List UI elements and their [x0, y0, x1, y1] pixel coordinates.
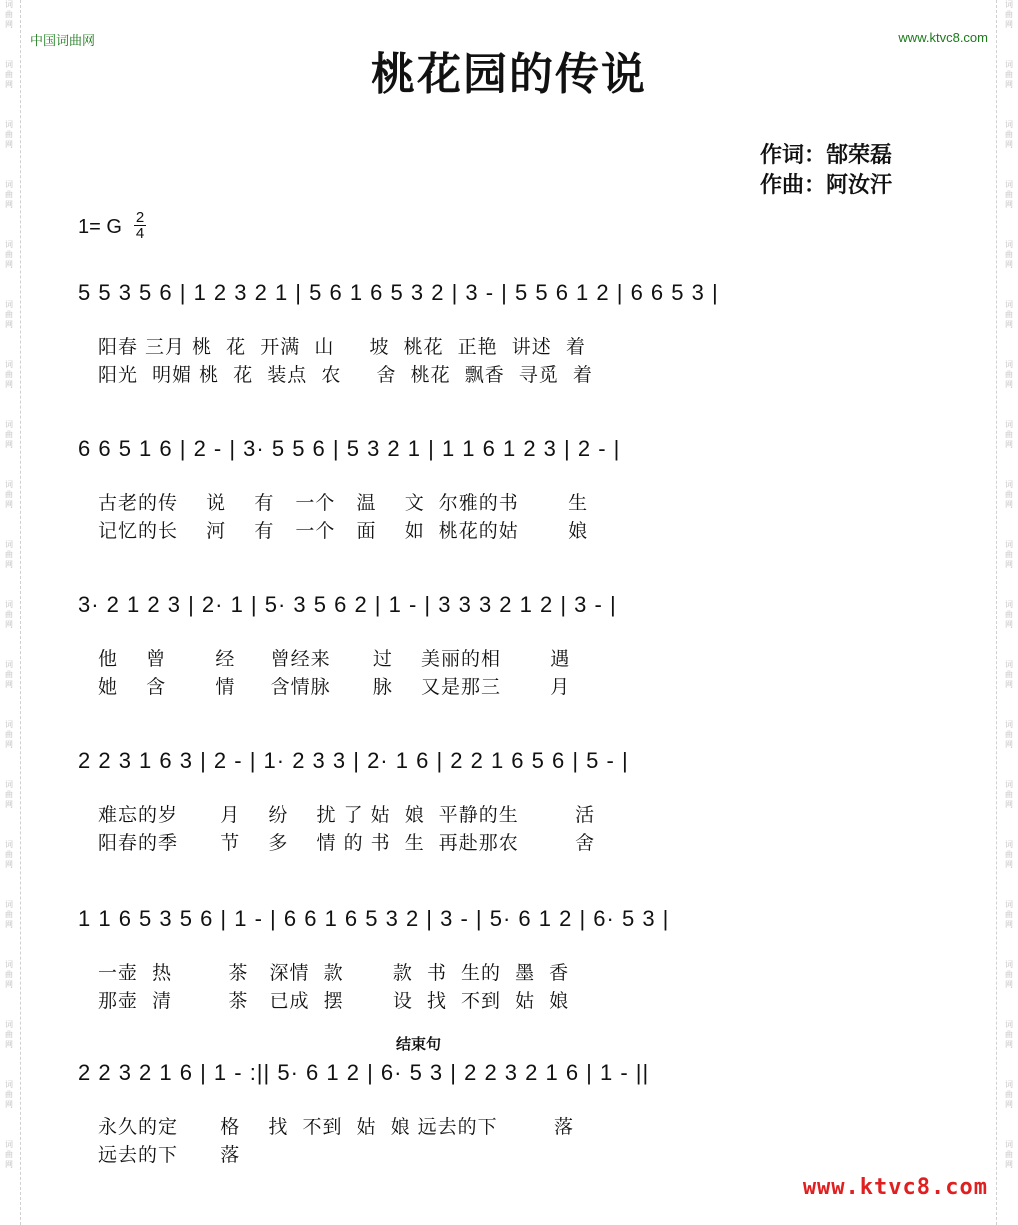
watermark-glyph: 曲 — [5, 910, 13, 919]
watermark-glyph: 曲 — [5, 310, 13, 319]
time-signature — [134, 210, 146, 241]
watermark-glyph: 曲 — [5, 1030, 13, 1039]
score-system-1 — [78, 280, 940, 390]
lyric-verse-1: 古老的传 说 有 一个 温 文 尔雅的书 生 — [98, 492, 589, 514]
watermark-glyph: 曲 — [1005, 250, 1013, 259]
watermark-glyph: 词 — [1005, 660, 1013, 669]
watermark-glyph: 词 — [5, 240, 13, 249]
watermark-glyph: 词 — [1005, 1140, 1013, 1149]
watermark-glyph: 词 — [1005, 360, 1013, 369]
watermark-glyph: 网 — [5, 20, 13, 29]
lyric-verse-1: 一壶 热 茶 深情 款 款 书 生的 墨 香 — [98, 962, 570, 984]
watermark-glyph: 词 — [5, 1140, 13, 1149]
watermark-glyph: 词 — [5, 840, 13, 849]
lyric-verse-2: 她 含 情 含情脉 脉 又是那三 月 — [98, 676, 571, 698]
watermark-glyph: 网 — [1005, 560, 1013, 569]
watermark-glyph: 曲 — [1005, 190, 1013, 199]
site-url-right: www.ktvc8.com — [898, 30, 988, 45]
watermark-glyph: 网 — [5, 860, 13, 869]
watermark-glyph: 词 — [1005, 120, 1013, 129]
watermark-glyph: 曲 — [5, 370, 13, 379]
watermark-glyph: 词 — [5, 120, 13, 129]
watermark-glyph: 词 — [1005, 240, 1013, 249]
watermark-glyph: 曲 — [1005, 130, 1013, 139]
watermark-glyph: 网 — [1005, 1160, 1013, 1169]
watermark-glyph: 网 — [5, 560, 13, 569]
watermark-glyph: 网 — [1005, 620, 1013, 629]
side-dashed-line-left — [20, 0, 21, 1225]
watermark-glyph: 词 — [1005, 1020, 1013, 1029]
watermark-glyph: 网 — [1005, 800, 1013, 809]
watermark-glyph: 词 — [5, 900, 13, 909]
watermark-glyph: 网 — [1005, 140, 1013, 149]
watermark-glyph: 曲 — [1005, 430, 1013, 439]
watermark-glyph: 网 — [5, 1040, 13, 1049]
lyric-verse-1: 他 曾 经 曾经来 过 美丽的相 遇 — [98, 648, 571, 670]
watermark-glyph: 曲 — [1005, 490, 1013, 499]
watermark-glyph: 曲 — [1005, 10, 1013, 19]
time-signature-top: 2 — [135, 209, 145, 226]
watermark-glyph: 曲 — [5, 1150, 13, 1159]
watermark-glyph: 曲 — [1005, 670, 1013, 679]
watermark-glyph: 词 — [1005, 600, 1013, 609]
watermark-glyph: 网 — [5, 620, 13, 629]
lyric-verse-2: 阳光 明媚 桃 花 装点 农 舍 桃花 飘香 寻觅 着 — [98, 364, 593, 386]
key-signature: 1= G — [78, 216, 122, 238]
watermark-glyph: 曲 — [1005, 70, 1013, 79]
watermark-glyph: 词 — [5, 720, 13, 729]
watermark-glyph: 网 — [5, 980, 13, 989]
notation-line: 3· 2 1 2 3 | 2· 1 | 5· 3 5 6 2 | 1 - | 3 3 3 2 1 2 | 3 - | — [78, 592, 617, 617]
watermark-glyph: 词 — [5, 1020, 13, 1029]
watermark-glyph: 曲 — [5, 790, 13, 799]
watermark-glyph: 曲 — [5, 670, 13, 679]
notation-line: 5 5 3 5 6 | 1 2 3 2 1 | 5 6 1 6 5 3 2 | 3 - | 5 5 6 1 2 | 6 6 5 3 | — [78, 280, 719, 305]
watermark-glyph: 词 — [5, 300, 13, 309]
time-signature-bottom: 4 — [135, 225, 145, 242]
score-system-5 — [78, 906, 940, 1016]
site-logo-bottom: www.ktvc8.com — [802, 1175, 988, 1200]
watermark-glyph: 词 — [1005, 1080, 1013, 1089]
watermark-glyph: 词 — [5, 1080, 13, 1089]
watermark-glyph: 词 — [1005, 840, 1013, 849]
watermark-glyph: 网 — [1005, 500, 1013, 509]
watermark-glyph: 网 — [5, 260, 13, 269]
watermark-glyph: 词 — [1005, 780, 1013, 789]
watermark-glyph: 网 — [5, 1100, 13, 1109]
watermark-glyph: 网 — [1005, 680, 1013, 689]
watermark-glyph: 网 — [1005, 200, 1013, 209]
watermark-glyph: 曲 — [5, 70, 13, 79]
score-system-4 — [78, 748, 940, 858]
watermark-glyph: 词 — [1005, 900, 1013, 909]
watermark-glyph: 词 — [1005, 720, 1013, 729]
watermark-glyph: 网 — [1005, 1040, 1013, 1049]
watermark-glyph: 曲 — [5, 1090, 13, 1099]
watermark-glyph: 曲 — [5, 490, 13, 499]
watermark-glyph: 网 — [1005, 980, 1013, 989]
watermark-glyph: 曲 — [5, 130, 13, 139]
watermark-glyph: 网 — [5, 200, 13, 209]
watermark-glyph: 网 — [5, 320, 13, 329]
watermark-glyph: 网 — [1005, 440, 1013, 449]
watermark-glyph: 词 — [1005, 0, 1013, 9]
side-watermark-left — [2, 0, 16, 1225]
watermark-glyph: 曲 — [1005, 310, 1013, 319]
watermark-glyph: 曲 — [5, 730, 13, 739]
lyric-verse-2: 远去的下 落 — [98, 1144, 241, 1166]
watermark-glyph: 网 — [1005, 380, 1013, 389]
watermark-glyph: 词 — [1005, 480, 1013, 489]
lyric-verse-1: 难忘的岁 月 纷 扰 了 姑 娘 平静的生 活 — [98, 804, 596, 826]
watermark-glyph: 曲 — [5, 970, 13, 979]
watermark-glyph: 网 — [5, 920, 13, 929]
watermark-glyph: 曲 — [1005, 370, 1013, 379]
notation-line: 1 1 6 5 3 5 6 | 1 - | 6 6 1 6 5 3 2 | 3 - | 5· 6 1 2 | 6· 5 3 | — [78, 906, 670, 931]
watermark-glyph: 词 — [5, 780, 13, 789]
watermark-glyph: 曲 — [1005, 1030, 1013, 1039]
watermark-glyph: 曲 — [5, 190, 13, 199]
watermark-glyph: 词 — [5, 660, 13, 669]
score-system-6 — [78, 1060, 940, 1170]
lyric-verse-2: 那壶 清 茶 已成 摆 设 找 不到 姑 娘 — [98, 990, 570, 1012]
score-system-3 — [78, 592, 940, 702]
watermark-glyph: 网 — [1005, 860, 1013, 869]
lyric-verse-2: 记忆的长 河 有 一个 面 如 桃花的姑 娘 — [98, 520, 589, 542]
composer-credit: 作曲：阿汝汗 — [760, 172, 893, 198]
side-watermark-right — [1002, 0, 1016, 1225]
watermark-glyph: 词 — [1005, 960, 1013, 969]
watermark-glyph: 曲 — [5, 550, 13, 559]
watermark-glyph: 曲 — [1005, 610, 1013, 619]
watermark-glyph: 曲 — [1005, 910, 1013, 919]
lyricist-credit: 作词：郜荣磊 — [760, 142, 893, 168]
watermark-glyph: 词 — [5, 480, 13, 489]
lyric-verse-1: 阳春 三月 桃 花 开满 山 坡 桃花 正艳 讲述 着 — [98, 336, 586, 358]
notation-line: 2 2 3 2 1 6 | 1 - :|| 5· 6 1 2 | 6· 5 3 | 2 2 3 2 1 6 | 1 - || — [78, 1060, 650, 1085]
lyric-verse-2: 阳春的季 节 多 情 的 书 生 再赴那农 舍 — [98, 832, 596, 854]
notation-line: 6 6 5 1 6 | 2 - | 3· 5 5 6 | 5 3 2 1 | 1 1 6 1 2 3 | 2 - | — [78, 436, 621, 461]
song-title: 桃花园的传说 — [371, 49, 647, 100]
watermark-glyph: 曲 — [1005, 850, 1013, 859]
watermark-glyph: 曲 — [5, 850, 13, 859]
watermark-glyph: 词 — [5, 360, 13, 369]
watermark-glyph: 曲 — [5, 610, 13, 619]
watermark-glyph: 曲 — [5, 430, 13, 439]
watermark-glyph: 词 — [5, 540, 13, 549]
watermark-glyph: 曲 — [1005, 730, 1013, 739]
watermark-glyph: 网 — [5, 80, 13, 89]
watermark-glyph: 网 — [1005, 260, 1013, 269]
notation-line: 2 2 3 1 6 3 | 2 - | 1· 2 3 3 | 2· 1 6 | 2 2 1 6 5 6 | 5 - | — [78, 748, 629, 773]
watermark-glyph: 网 — [5, 380, 13, 389]
watermark-glyph: 网 — [1005, 320, 1013, 329]
watermark-glyph: 曲 — [5, 10, 13, 19]
watermark-glyph: 网 — [1005, 740, 1013, 749]
watermark-glyph: 词 — [1005, 300, 1013, 309]
watermark-glyph: 曲 — [1005, 1090, 1013, 1099]
watermark-glyph: 网 — [5, 1160, 13, 1169]
watermark-glyph: 词 — [1005, 420, 1013, 429]
watermark-glyph: 曲 — [5, 250, 13, 259]
watermark-glyph: 曲 — [1005, 550, 1013, 559]
score-system-2 — [78, 436, 940, 546]
site-name-left: 中国词曲网 — [30, 34, 96, 49]
watermark-glyph: 曲 — [1005, 970, 1013, 979]
lyric-verse-1: 永久的定 格 找 不到 姑 娘 远去的下 落 — [98, 1116, 574, 1138]
watermark-glyph: 词 — [1005, 60, 1013, 69]
watermark-glyph: 词 — [5, 960, 13, 969]
ending-phrase-label: 结束句 — [396, 1035, 442, 1053]
watermark-glyph: 网 — [5, 800, 13, 809]
watermark-glyph: 曲 — [1005, 790, 1013, 799]
side-dashed-line-right — [996, 0, 997, 1225]
watermark-glyph: 词 — [5, 420, 13, 429]
watermark-glyph: 词 — [1005, 540, 1013, 549]
watermark-glyph: 网 — [5, 140, 13, 149]
watermark-glyph: 曲 — [1005, 1150, 1013, 1159]
watermark-glyph: 网 — [1005, 80, 1013, 89]
watermark-glyph: 网 — [5, 500, 13, 509]
watermark-glyph: 网 — [1005, 1100, 1013, 1109]
watermark-glyph: 词 — [1005, 180, 1013, 189]
watermark-glyph: 词 — [5, 600, 13, 609]
watermark-glyph: 网 — [5, 740, 13, 749]
watermark-glyph: 词 — [5, 180, 13, 189]
watermark-glyph: 词 — [5, 0, 13, 9]
watermark-glyph: 网 — [5, 680, 13, 689]
watermark-glyph: 网 — [1005, 20, 1013, 29]
watermark-glyph: 网 — [1005, 920, 1013, 929]
watermark-glyph: 网 — [5, 440, 13, 449]
watermark-glyph: 词 — [5, 60, 13, 69]
